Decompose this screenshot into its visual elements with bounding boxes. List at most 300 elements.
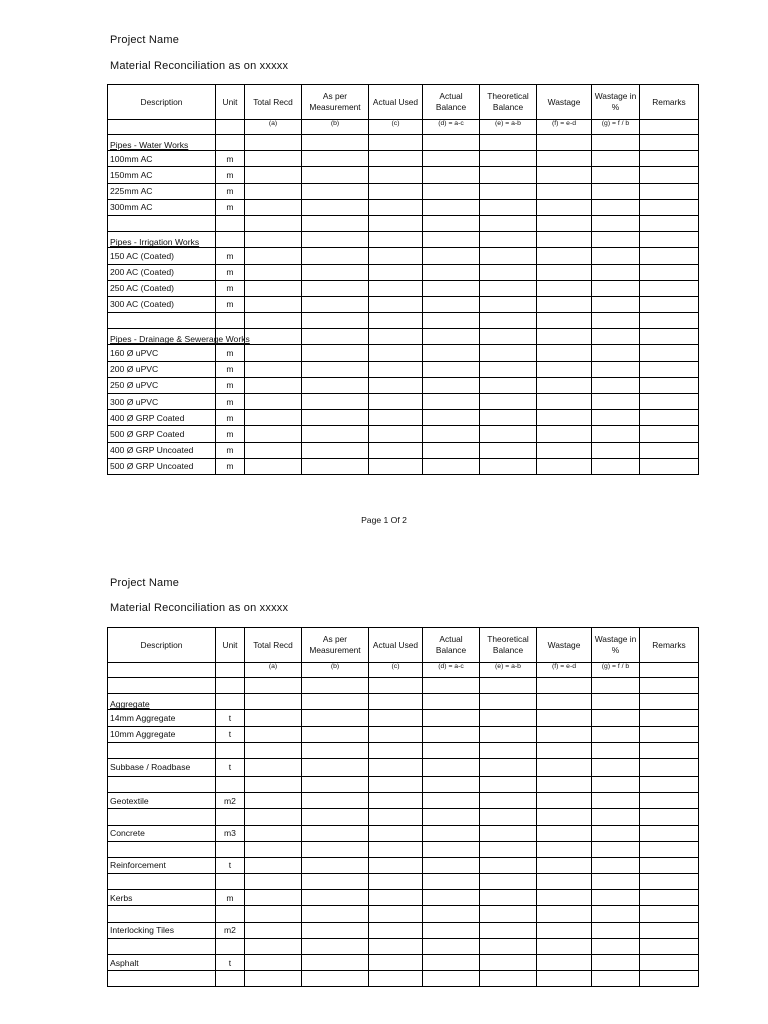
description-cell <box>108 938 216 954</box>
description-cell <box>108 809 216 825</box>
description-cell <box>108 874 216 890</box>
value-cell <box>423 361 480 377</box>
unit-cell <box>216 694 245 710</box>
value-cell <box>480 678 537 694</box>
value-cell <box>480 151 537 167</box>
value-cell <box>423 726 480 742</box>
unit-cell <box>216 841 245 857</box>
value-cell <box>302 776 369 792</box>
value-cell <box>369 825 423 841</box>
value-cell <box>537 151 592 167</box>
value-cell <box>369 742 423 758</box>
value-cell <box>423 857 480 873</box>
table-row <box>108 280 699 296</box>
unit-cell: t <box>216 710 245 726</box>
column-header: Theoretical Balance <box>480 628 537 663</box>
value-cell <box>369 329 423 345</box>
value-cell <box>640 280 699 296</box>
header-row <box>108 85 699 120</box>
description-cell: 500 Ø GRP Coated <box>108 426 216 442</box>
column-header: Total Recd <box>245 85 302 120</box>
header-row <box>108 628 699 663</box>
column-header: Wastage in % <box>592 85 640 120</box>
group-heading-row <box>108 232 699 248</box>
value-cell <box>369 971 423 987</box>
value-cell <box>537 215 592 231</box>
value-cell <box>245 793 302 809</box>
value-cell <box>640 874 699 890</box>
table-row <box>108 442 699 458</box>
description-cell <box>108 678 216 694</box>
column-header: Wastage <box>537 85 592 120</box>
value-cell <box>423 442 480 458</box>
value-cell <box>423 758 480 776</box>
value-cell <box>369 809 423 825</box>
value-cell <box>480 313 537 329</box>
description-cell <box>108 841 216 857</box>
column-header: Actual Used <box>369 85 423 120</box>
description-cell: Interlocking Tiles <box>108 922 216 938</box>
value-cell <box>537 135 592 151</box>
value-cell <box>592 726 640 742</box>
value-cell <box>302 793 369 809</box>
value-cell <box>592 793 640 809</box>
table-row <box>108 922 699 938</box>
value-cell <box>480 776 537 792</box>
value-cell <box>537 678 592 694</box>
value-cell <box>302 458 369 474</box>
unit-cell <box>216 215 245 231</box>
column-header: Unit <box>216 85 245 120</box>
value-cell <box>592 199 640 215</box>
unit-cell: m2 <box>216 922 245 938</box>
value-cell <box>592 955 640 971</box>
value-cell <box>592 296 640 312</box>
value-cell <box>640 442 699 458</box>
formula-cell: (b) <box>302 120 369 135</box>
value-cell <box>592 248 640 264</box>
value-cell <box>302 971 369 987</box>
value-cell <box>245 426 302 442</box>
formula-cell <box>216 120 245 135</box>
unit-cell: m <box>216 890 245 906</box>
value-cell <box>480 758 537 776</box>
value-cell <box>537 248 592 264</box>
table-row <box>108 758 699 776</box>
value-cell <box>640 329 699 345</box>
value-cell <box>302 857 369 873</box>
value-cell <box>302 874 369 890</box>
value-cell <box>537 313 592 329</box>
value-cell <box>245 345 302 361</box>
value-cell <box>592 458 640 474</box>
unit-cell: m <box>216 410 245 426</box>
value-cell <box>480 793 537 809</box>
formula-cell <box>108 663 216 678</box>
value-cell <box>369 151 423 167</box>
unit-cell: m <box>216 167 245 183</box>
value-cell <box>423 394 480 410</box>
value-cell <box>537 167 592 183</box>
value-cell <box>302 248 369 264</box>
value-cell <box>302 135 369 151</box>
unit-cell: m <box>216 183 245 199</box>
value-cell <box>302 377 369 393</box>
unit-cell: t <box>216 955 245 971</box>
description-cell: 300mm AC <box>108 199 216 215</box>
value-cell <box>423 874 480 890</box>
description-cell <box>108 215 216 231</box>
value-cell <box>592 280 640 296</box>
value-cell <box>302 426 369 442</box>
value-cell <box>369 167 423 183</box>
value-cell <box>537 726 592 742</box>
value-cell <box>369 726 423 742</box>
value-cell <box>423 199 480 215</box>
value-cell <box>480 280 537 296</box>
value-cell <box>369 458 423 474</box>
value-cell <box>245 955 302 971</box>
value-cell <box>480 442 537 458</box>
unit-cell <box>216 809 245 825</box>
value-cell <box>369 313 423 329</box>
value-cell <box>423 377 480 393</box>
value-cell <box>640 809 699 825</box>
column-header: As per Measurement <box>302 628 369 663</box>
table-row <box>108 183 699 199</box>
unit-cell: m <box>216 345 245 361</box>
value-cell <box>592 410 640 426</box>
formula-cell: (a) <box>245 663 302 678</box>
description-cell <box>108 906 216 922</box>
unit-cell: t <box>216 758 245 776</box>
value-cell <box>592 758 640 776</box>
value-cell <box>423 151 480 167</box>
table-row <box>108 394 699 410</box>
value-cell <box>423 825 480 841</box>
value-cell <box>245 841 302 857</box>
value-cell <box>245 215 302 231</box>
value-cell <box>480 906 537 922</box>
formula-cell: (e) = a-b <box>480 663 537 678</box>
value-cell <box>640 313 699 329</box>
unit-cell <box>216 971 245 987</box>
table-row <box>108 345 699 361</box>
value-cell <box>640 458 699 474</box>
value-cell <box>423 922 480 938</box>
value-cell <box>480 426 537 442</box>
formula-cell <box>216 663 245 678</box>
value-cell <box>302 710 369 726</box>
value-cell <box>369 955 423 971</box>
formula-cell: (b) <box>302 663 369 678</box>
table-row <box>108 890 699 906</box>
value-cell <box>245 280 302 296</box>
value-cell <box>592 906 640 922</box>
description-cell: Geotextile <box>108 793 216 809</box>
value-cell <box>640 248 699 264</box>
table-row <box>108 215 699 231</box>
value-cell <box>537 199 592 215</box>
value-cell <box>369 426 423 442</box>
value-cell <box>592 841 640 857</box>
value-cell <box>369 183 423 199</box>
table-row <box>108 809 699 825</box>
column-header: Actual Used <box>369 628 423 663</box>
value-cell <box>302 922 369 938</box>
value-cell <box>480 215 537 231</box>
description-cell: Asphalt <box>108 955 216 971</box>
formula-cell: (e) = a-b <box>480 120 537 135</box>
value-cell <box>302 742 369 758</box>
table-row <box>108 167 699 183</box>
value-cell <box>537 809 592 825</box>
value-cell <box>245 857 302 873</box>
value-cell <box>245 758 302 776</box>
value-cell <box>537 345 592 361</box>
column-header: Wastage in % <box>592 628 640 663</box>
value-cell <box>245 710 302 726</box>
value-cell <box>480 329 537 345</box>
description-cell: 160 Ø uPVC <box>108 345 216 361</box>
column-header: Description <box>108 628 216 663</box>
description-cell: 100mm AC <box>108 151 216 167</box>
unit-cell <box>216 232 245 248</box>
value-cell <box>537 377 592 393</box>
value-cell <box>245 377 302 393</box>
formula-cell: (c) <box>369 120 423 135</box>
value-cell <box>245 694 302 710</box>
value-cell <box>480 694 537 710</box>
value-cell <box>302 167 369 183</box>
description-cell: 300 AC (Coated) <box>108 296 216 312</box>
description-cell: 400 Ø GRP Coated <box>108 410 216 426</box>
unit-cell: m <box>216 248 245 264</box>
value-cell <box>302 890 369 906</box>
value-cell <box>245 329 302 345</box>
unit-cell: m <box>216 442 245 458</box>
description-cell: 200 Ø uPVC <box>108 361 216 377</box>
value-cell <box>592 377 640 393</box>
value-cell <box>369 345 423 361</box>
value-cell <box>537 710 592 726</box>
value-cell <box>423 742 480 758</box>
value-cell <box>302 410 369 426</box>
value-cell <box>592 442 640 458</box>
value-cell <box>245 394 302 410</box>
page-number: Page 1 Of 2 <box>361 515 407 525</box>
table-row <box>108 742 699 758</box>
value-cell <box>640 890 699 906</box>
value-cell <box>537 758 592 776</box>
value-cell <box>480 248 537 264</box>
value-cell <box>480 199 537 215</box>
group-heading-row <box>108 694 699 710</box>
table-row <box>108 841 699 857</box>
value-cell <box>640 264 699 280</box>
formula-row <box>108 663 699 678</box>
table-row <box>108 248 699 264</box>
description-cell: 14mm Aggregate <box>108 710 216 726</box>
value-cell <box>369 874 423 890</box>
value-cell <box>592 183 640 199</box>
value-cell <box>480 410 537 426</box>
value-cell <box>369 264 423 280</box>
value-cell <box>245 135 302 151</box>
value-cell <box>245 742 302 758</box>
value-cell <box>537 971 592 987</box>
reconciliation-table-1 <box>107 84 699 475</box>
description-cell: 10mm Aggregate <box>108 726 216 742</box>
table-row <box>108 458 699 474</box>
formula-cell: (f) = e-d <box>537 120 592 135</box>
value-cell <box>480 264 537 280</box>
table-row <box>108 710 699 726</box>
value-cell <box>245 938 302 954</box>
description-cell: 150mm AC <box>108 167 216 183</box>
value-cell <box>480 345 537 361</box>
value-cell <box>640 232 699 248</box>
value-cell <box>640 726 699 742</box>
value-cell <box>640 183 699 199</box>
formula-cell: (g) = f / b <box>592 663 640 678</box>
value-cell <box>369 248 423 264</box>
value-cell <box>640 742 699 758</box>
value-cell <box>480 971 537 987</box>
value-cell <box>423 841 480 857</box>
unit-cell <box>216 776 245 792</box>
value-cell <box>592 874 640 890</box>
value-cell <box>245 264 302 280</box>
formula-row <box>108 120 699 135</box>
report-title-1: Material Reconciliation as on xxxxx <box>110 60 289 72</box>
value-cell <box>245 167 302 183</box>
table-row <box>108 313 699 329</box>
value-cell <box>640 971 699 987</box>
value-cell <box>592 313 640 329</box>
value-cell <box>302 345 369 361</box>
value-cell <box>302 313 369 329</box>
value-cell <box>592 678 640 694</box>
value-cell <box>369 361 423 377</box>
value-cell <box>245 726 302 742</box>
value-cell <box>369 442 423 458</box>
table-row <box>108 857 699 873</box>
value-cell <box>369 694 423 710</box>
value-cell <box>640 361 699 377</box>
value-cell <box>592 938 640 954</box>
table-row <box>108 874 699 890</box>
value-cell <box>423 809 480 825</box>
value-cell <box>302 694 369 710</box>
value-cell <box>245 922 302 938</box>
formula-cell: (d) = a-c <box>423 663 480 678</box>
value-cell <box>245 825 302 841</box>
value-cell <box>480 809 537 825</box>
value-cell <box>369 841 423 857</box>
description-cell: 500 Ø GRP Uncoated <box>108 458 216 474</box>
description-cell: Kerbs <box>108 890 216 906</box>
value-cell <box>423 971 480 987</box>
value-cell <box>423 215 480 231</box>
value-cell <box>537 825 592 841</box>
description-cell: 250 AC (Coated) <box>108 280 216 296</box>
unit-cell: m <box>216 458 245 474</box>
value-cell <box>537 955 592 971</box>
value-cell <box>369 377 423 393</box>
value-cell <box>245 678 302 694</box>
value-cell <box>480 135 537 151</box>
value-cell <box>423 710 480 726</box>
table-row <box>108 151 699 167</box>
value-cell <box>537 890 592 906</box>
column-header: Remarks <box>640 628 699 663</box>
value-cell <box>640 906 699 922</box>
value-cell <box>302 264 369 280</box>
value-cell <box>592 825 640 841</box>
formula-cell: (g) = f / b <box>592 120 640 135</box>
column-header: Unit <box>216 628 245 663</box>
value-cell <box>245 890 302 906</box>
value-cell <box>480 710 537 726</box>
value-cell <box>640 345 699 361</box>
unit-cell <box>216 313 245 329</box>
group-heading-row <box>108 329 699 345</box>
value-cell <box>302 841 369 857</box>
column-header: Theoretical Balance <box>480 85 537 120</box>
value-cell <box>640 857 699 873</box>
value-cell <box>302 906 369 922</box>
value-cell <box>245 874 302 890</box>
unit-cell: m <box>216 296 245 312</box>
value-cell <box>592 135 640 151</box>
value-cell <box>592 329 640 345</box>
description-cell <box>108 971 216 987</box>
value-cell <box>423 296 480 312</box>
value-cell <box>480 458 537 474</box>
value-cell <box>537 906 592 922</box>
value-cell <box>302 280 369 296</box>
value-cell <box>592 345 640 361</box>
description-cell <box>108 313 216 329</box>
table-row <box>108 971 699 987</box>
value-cell <box>302 938 369 954</box>
unit-cell <box>216 874 245 890</box>
value-cell <box>423 410 480 426</box>
value-cell <box>537 841 592 857</box>
table-row <box>108 726 699 742</box>
value-cell <box>640 694 699 710</box>
value-cell <box>537 742 592 758</box>
value-cell <box>640 825 699 841</box>
value-cell <box>592 922 640 938</box>
value-cell <box>592 264 640 280</box>
value-cell <box>537 874 592 890</box>
value-cell <box>423 793 480 809</box>
value-cell <box>245 776 302 792</box>
unit-cell: m <box>216 394 245 410</box>
value-cell <box>302 442 369 458</box>
value-cell <box>423 264 480 280</box>
value-cell <box>592 857 640 873</box>
table-row <box>108 678 699 694</box>
value-cell <box>423 280 480 296</box>
value-cell <box>302 955 369 971</box>
table-row <box>108 361 699 377</box>
value-cell <box>537 296 592 312</box>
value-cell <box>423 694 480 710</box>
unit-cell: m3 <box>216 825 245 841</box>
